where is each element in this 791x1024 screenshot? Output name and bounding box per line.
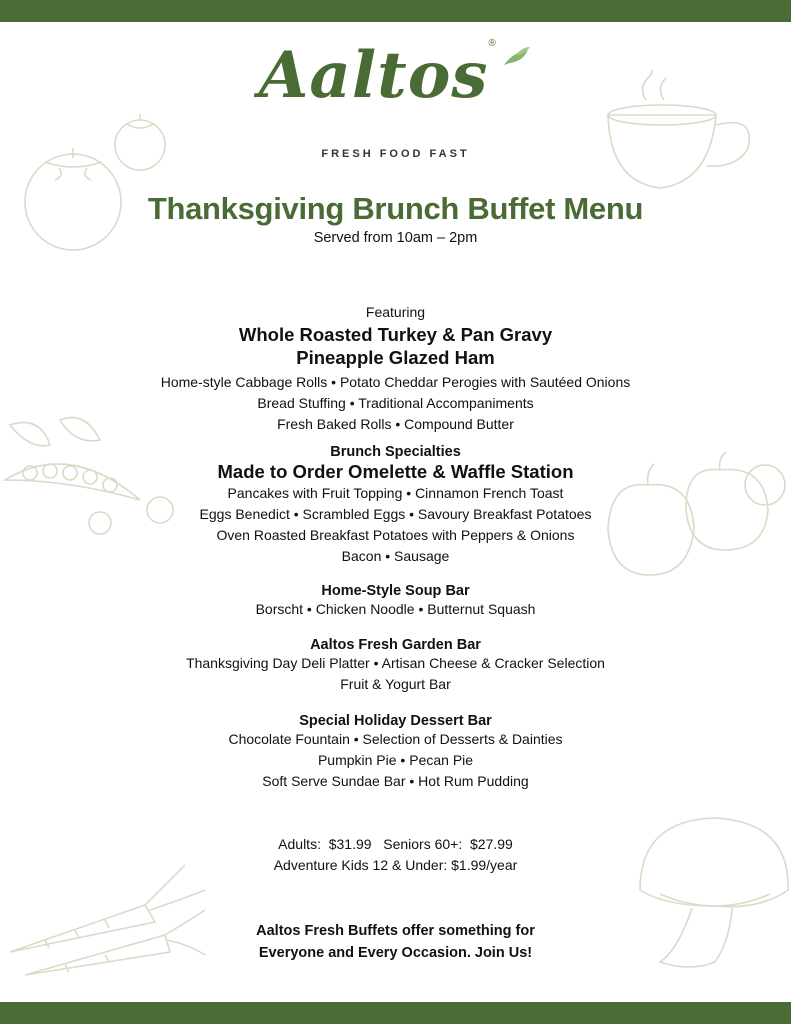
featured-item: Made to Order Omelette & Waffle Station (217, 461, 574, 482)
featured-item: Whole Roasted Turkey & Pan Gravy (238, 324, 553, 345)
featured-item: Pineapple Glazed Ham (296, 347, 495, 368)
price-line: Adults: $31.99 Seniors 60+: $27.99 (278, 836, 513, 852)
menu-line: Fruit & Yogurt Bar (340, 676, 451, 692)
pricing-section (0, 834, 791, 876)
section-heading: Aaltos Fresh Garden Bar (310, 637, 481, 653)
leaf-icon (502, 45, 532, 69)
brand-tagline: FRESH FOOD FAST (321, 148, 470, 160)
menu-line: Eggs Benedict • Scrambled Eggs • Savoury Breakfast Potatoes (199, 506, 592, 522)
menu-line: Oven Roasted Breakfast Potatoes with Peppers & Onions (216, 527, 575, 543)
menu-line: Pumpkin Pie • Pecan Pie (317, 752, 474, 768)
section-heading: Home-Style Soup Bar (321, 583, 470, 599)
closing-message (0, 920, 791, 964)
brand-name: Aaltos (258, 38, 489, 113)
menu-line: Home-style Cabbage Rolls • Potato Cheddar Perogies with Sautéed Onions (160, 374, 631, 390)
section-heading: Brunch Specialties (330, 444, 461, 460)
section-heading: Special Holiday Dessert Bar (299, 713, 492, 729)
registered-mark: ® (488, 38, 496, 49)
served-hours: Served from 10am – 2pm (313, 230, 478, 246)
menu-line: Pancakes with Fruit Topping • Cinnamon French Toast (227, 485, 564, 501)
menu-line: Thanksgiving Day Deli Platter • Artisan Cheese & Cracker Selection (186, 655, 605, 671)
top-green-band (0, 0, 791, 22)
menu-line: Soft Serve Sundae Bar • Hot Rum Pudding (262, 773, 529, 789)
closing-line: Aaltos Fresh Buffets offer something for (256, 923, 535, 939)
dessert-section (0, 713, 791, 792)
brunch-section (0, 444, 791, 567)
menu-line: Fresh Baked Rolls • Compound Butter (277, 416, 514, 432)
page-title: Thanksgiving Brunch Buffet Menu (147, 191, 644, 226)
price-line: Adventure Kids 12 & Under: $1.99/year (273, 857, 518, 873)
menu-line: Borscht • Chicken Noodle • Butternut Squash (255, 601, 536, 617)
logo (0, 38, 791, 138)
bottom-green-band (0, 1002, 791, 1024)
garden-section (0, 637, 791, 695)
menu-line: Bread Stuffing • Traditional Accompaniments (257, 395, 534, 411)
featuring-section (0, 302, 791, 435)
closing-line: Everyone and Every Occasion. Join Us! (258, 945, 533, 961)
soup-section (0, 583, 791, 620)
featuring-label: Featuring (365, 304, 426, 320)
menu-line: Bacon • Sausage (341, 548, 450, 564)
menu-line: Chocolate Fountain • Selection of Desserts & Dainties (228, 731, 563, 747)
